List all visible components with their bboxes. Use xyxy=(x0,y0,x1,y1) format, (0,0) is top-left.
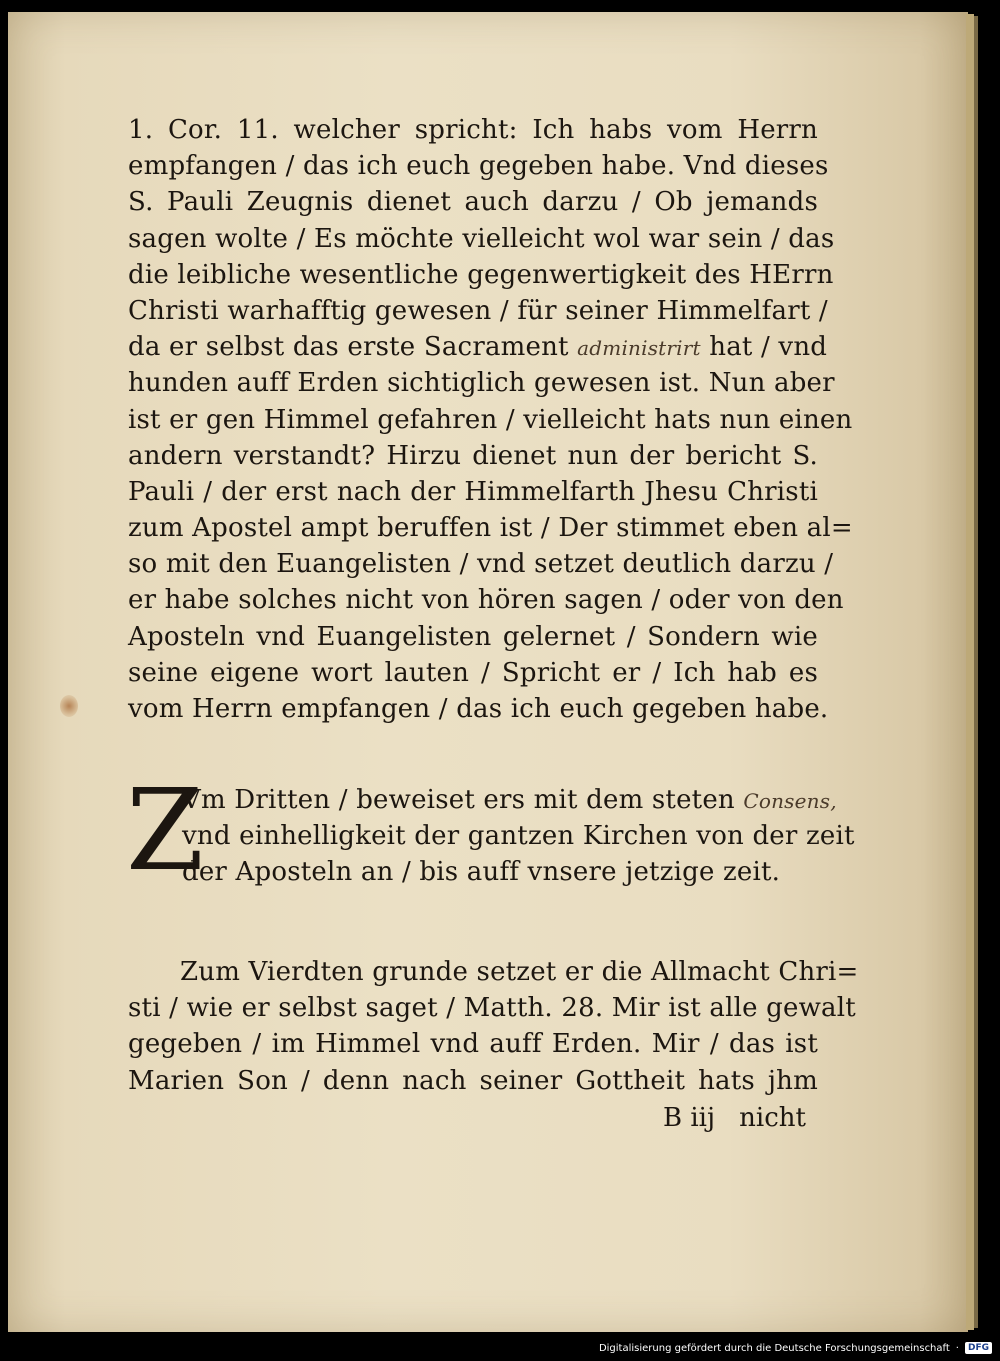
text-segment: hat / vnd xyxy=(709,332,828,363)
text-line: gegeben / im Himmel vnd auff Erden. Mir / das ist xyxy=(128,1029,818,1060)
latin-word: Consens, xyxy=(743,789,837,813)
text-line-mixed xyxy=(128,329,828,365)
text-line: seine eigene wort lauten / Spricht er / Ich hab es xyxy=(128,657,818,688)
credit-text: Digitalisierung gefördert durch die Deutsche Forschungsgemeinschaft xyxy=(598,1342,950,1354)
text-line: hunden auff Erden sichtiglich gewesen ist. Nun aber xyxy=(128,368,835,399)
latin-word: administrirt xyxy=(577,336,701,361)
text-line: die leibliche wesentliche gegenwertigkeit des HErrn xyxy=(128,259,834,290)
text-line: er habe solches nicht von hören sagen / oder von den xyxy=(128,585,844,616)
text-line: Aposteln vnd Euangelisten gelernet / Sondern wie xyxy=(128,621,818,652)
text-line: sagen wolte / Es möchte vielleicht wol war sein / das xyxy=(128,223,835,254)
text-line: sti / wie er selbst saget / Matth. 28. Mir ist alle gewalt xyxy=(128,993,856,1024)
text-line: Pauli / der erst nach der Himmelfarth Jhesu Christi xyxy=(128,476,818,507)
text-line: zum Apostel ampt beruffen ist / Der stimmet eben al= xyxy=(128,513,853,544)
digitization-credit: Digitalisierung gefördert durch die Deutsche Forschungsgemeinschaft · DFG xyxy=(599,1339,992,1357)
text-line-mixed xyxy=(182,782,837,818)
paragraph-1 xyxy=(128,112,853,727)
text-line: ist er gen Himmel gefahren / vielleicht hats nun einen xyxy=(128,404,853,435)
drop-cap-initial: Z xyxy=(126,766,204,896)
text-line: 1. Cor. 11. welcher spricht: Ich habs vom Herrn xyxy=(128,115,818,145)
text-line: der Aposteln an / bis auff vnsere jetzige zeit. xyxy=(182,857,781,888)
text-line: Marien Son / denn nach seiner Gottheit hats jhm xyxy=(128,1065,818,1096)
text-segment: Vm Dritten / beweiset ers mit dem steten xyxy=(182,785,735,815)
text-segment: da er selbst das erste Sacrament xyxy=(128,332,569,363)
text-line: Zum Vierdten grunde setzet er die Allmacht Chri= xyxy=(180,957,859,987)
text-line: andern verstandt? Hirzu dienet nun der bericht S. xyxy=(128,440,818,471)
page-footer-line xyxy=(128,1100,818,1136)
catchword: nicht xyxy=(739,1103,806,1133)
page-edge xyxy=(966,14,974,1330)
text-line: vom Herrn empfangen / das ich euch gegeben habe. xyxy=(128,694,829,724)
ink-stain xyxy=(60,695,78,717)
page-edge-shadow xyxy=(974,16,978,1328)
text-line: Christi warhafftig gewesen / für seiner Himmelfart / xyxy=(128,295,828,326)
text-line: S. Pauli Zeugnis dienet auch darzu / Ob jemands xyxy=(128,187,818,218)
paragraph-3 xyxy=(128,954,859,1099)
dfg-logo-icon[interactable]: DFG xyxy=(965,1342,992,1354)
text-line: vnd einhelligkeit der gantzen Kirchen von der zeit xyxy=(182,821,855,852)
text-line: empfangen / das ich euch gegeben habe. Vnd dieses xyxy=(128,151,829,182)
signature-mark: B iij xyxy=(663,1103,716,1133)
paragraph-2 xyxy=(182,782,855,891)
text-line: so mit den Euangelisten / vnd setzet deutlich darzu / xyxy=(128,549,834,580)
